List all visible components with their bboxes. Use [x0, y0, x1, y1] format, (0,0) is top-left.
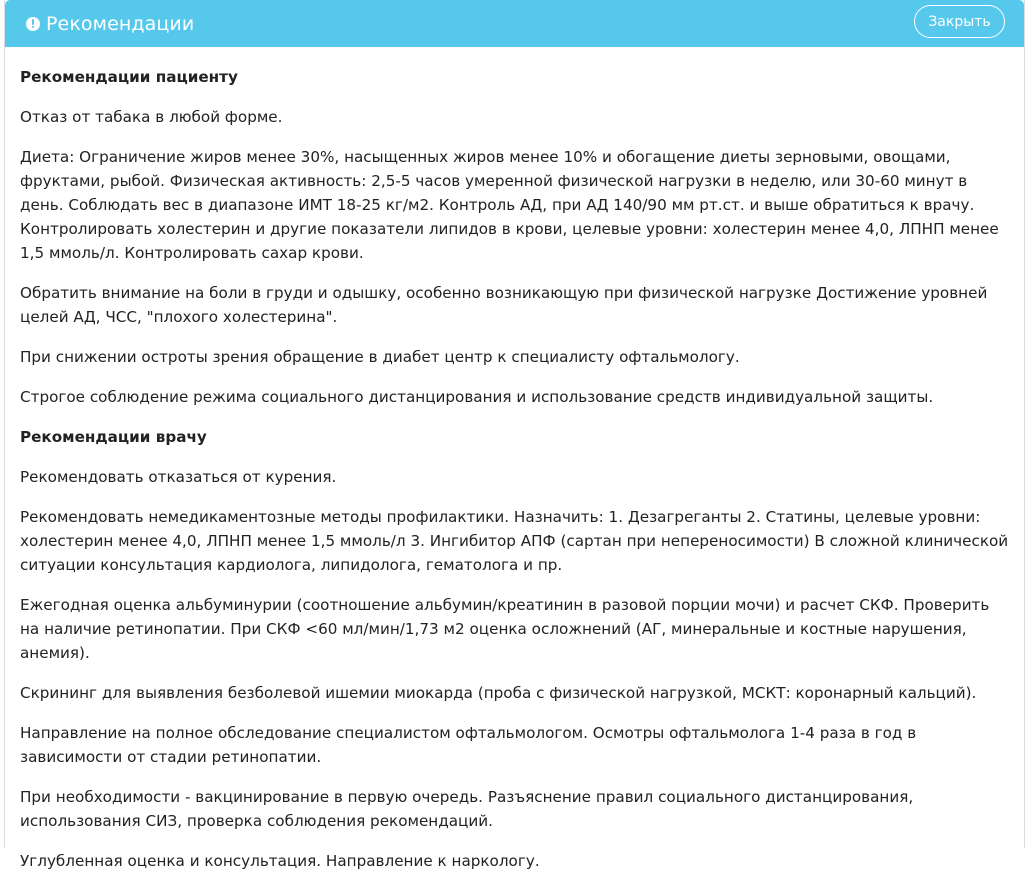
- doctor-recommendation: Рекомендовать немедикаментозные методы профилактики. Назначить: 1. Дезагреганты 2. Статины, целевые уровни: холестерин менее 4,0, ЛПНП менее 1,5 ммоль/л 3. Ингибитор АПФ (сартан при непереносимости) В сложной клинической ситуации консультация кардиолога, липидолога, гематолога и пр.: [20, 508, 1009, 574]
- patient-recommendation: Отказ от табака в любой форме.: [20, 108, 283, 126]
- exclamation-circle-icon: [26, 17, 40, 31]
- patient-recommendation: При снижении остроты зрения обращение в диабет центр к специалисту офтальмологу.: [20, 348, 740, 366]
- close-button[interactable]: Закрыть: [914, 5, 1005, 38]
- recommendations-modal: [4, 0, 1025, 870]
- doctor-recommendation: Рекомендовать отказаться от курения.: [20, 468, 337, 486]
- doctor-recommendation: Скрининг для выявления безболевой ишемии миокарда (проба с физической нагрузкой, МСКТ: коронарный кальций).: [20, 684, 977, 702]
- patient-section-title: Рекомендации пациенту: [20, 68, 238, 86]
- doctor-recommendation: Ежегодная оценка альбуминурии (соотношение альбумин/креатинин в разовой порции мочи) и расчет СКФ. Проверить на наличие ретинопатии. При СКФ <60 мл/мин/1,73 м2 оценка осложнений (АГ, минеральные и костные нарушения, анемия).: [20, 596, 990, 662]
- doctor-recommendation: При необходимости - вакцинирование в первую очередь. Разъяснение правил социального дистанцирования, использования СИЗ, проверка соблюдения рекомендаций.: [20, 788, 914, 830]
- patient-recommendation: Строгое соблюдение режима социального дистанцирования и использование средств индивидуальной защиты.: [20, 388, 934, 406]
- modal-header: [5, 0, 1024, 47]
- doctor-section-title: Рекомендации врачу: [20, 428, 207, 446]
- patient-recommendation: Диета: Ограничение жиров менее 30%, насыщенных жиров менее 10% и обогащение диеты зерновыми, овощами, фруктами, рыбой. Физическая активность: 2,5-5 часов умеренной физической нагрузки в неделю, или 30-60 минут в день. Соблюдать вес в диапазоне ИМТ 18-25 кг/м2. Контроль АД, при АД 140/90 мм рт.ст. и выше обратиться к врачу. Контролировать холестерин и другие показатели липидов в крови, целевые уровни: холестерин менее 4,0, ЛПНП менее 1,5 ммоль/л. Контролировать сахар крови.: [20, 148, 999, 262]
- doctor-recommendation: Углубленная оценка и консультация. Направление к наркологу.: [20, 852, 540, 870]
- doctor-recommendation: Направление на полное обследование специалистом офтальмологом. Осмотры офтальмолога 1-4 раза в год в зависимости от стадии ретинопатии.: [20, 724, 917, 766]
- modal-body: [5, 47, 1024, 873]
- patient-recommendation: Обратить внимание на боли в груди и одышку, особенно возникающую при физической нагрузке Достижение уровней целей АД, ЧСС, "плохого холестерина".: [20, 284, 988, 326]
- modal-title: Рекомендации: [46, 12, 195, 35]
